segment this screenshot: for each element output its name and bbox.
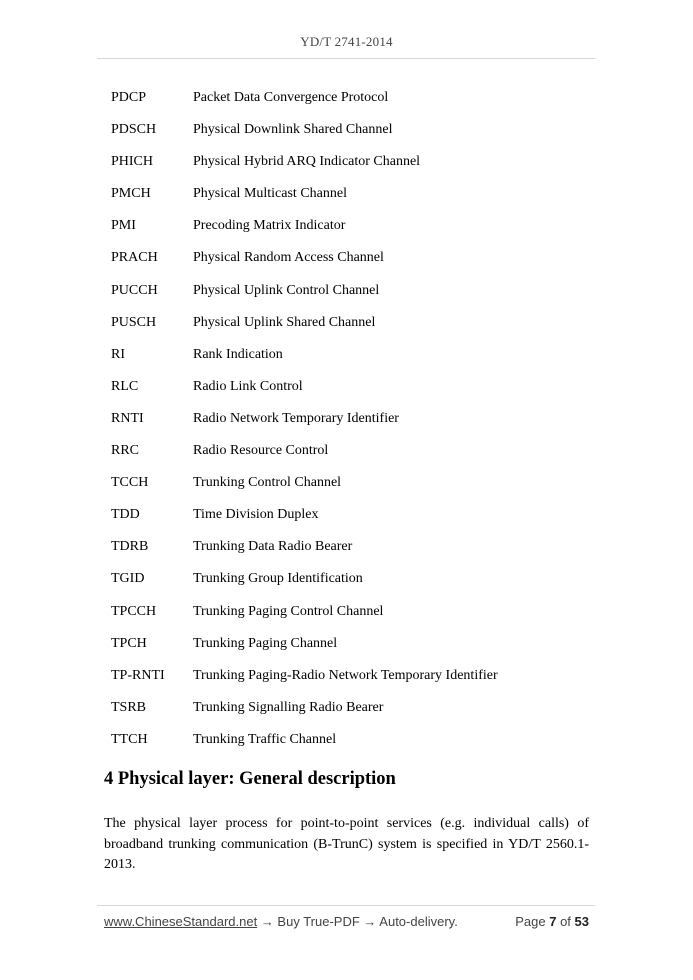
abbreviation-row — [111, 345, 591, 377]
abbreviation-term: TPCH — [111, 635, 147, 651]
abbreviation-definition: Trunking Paging Channel — [193, 635, 338, 651]
abbreviation-definition: Trunking Data Radio Bearer — [193, 539, 353, 555]
abbreviation-definition: Trunking Paging Control Channel — [193, 603, 384, 619]
abbreviation-row — [111, 537, 591, 569]
abbreviation-row — [111, 120, 591, 152]
section-heading: 4 Physical layer: General description — [104, 769, 396, 789]
abbreviation-list — [111, 88, 591, 762]
abbreviation-term: TGID — [111, 571, 145, 587]
site-link[interactable]: www.ChineseStandard.net — [104, 914, 258, 929]
abbreviation-definition: Physical Uplink Control Channel — [193, 282, 380, 298]
abbreviation-term: PRACH — [111, 250, 158, 266]
abbreviation-row — [111, 666, 591, 698]
abbreviation-row — [111, 602, 591, 634]
abbreviation-definition: Trunking Control Channel — [193, 475, 342, 491]
abbreviation-definition: Physical Random Access Channel — [193, 250, 384, 266]
abbreviation-definition: Radio Link Control — [193, 378, 303, 394]
abbreviation-term: PUCCH — [111, 282, 158, 298]
page-of: of — [560, 914, 571, 929]
abbreviation-term: PDCP — [111, 90, 147, 105]
abbreviation-definition: Trunking Traffic Channel — [193, 731, 337, 747]
abbreviation-row — [111, 216, 591, 248]
abbreviation-term: PMI — [111, 218, 136, 234]
abbreviation-term: PDSCH — [111, 122, 157, 138]
abbreviation-term: RLC — [111, 378, 139, 394]
abbreviation-row — [111, 248, 591, 280]
abbreviation-term: TCCH — [111, 475, 149, 491]
abbreviation-row — [111, 377, 591, 409]
abbreviation-term: PMCH — [111, 186, 151, 202]
abbreviation-term: TDRB — [111, 539, 149, 555]
abbreviation-term: TDD — [111, 507, 140, 523]
abbreviation-definition: Physical Multicast Channel — [193, 186, 347, 202]
page-number — [515, 914, 589, 929]
abbreviation-row — [111, 634, 591, 666]
abbreviation-row — [111, 88, 591, 120]
abbreviation-definition: Time Division Duplex — [193, 507, 319, 523]
abbreviation-row — [111, 569, 591, 601]
abbreviation-definition: Physical Uplink Shared Channel — [193, 314, 376, 330]
abbreviation-definition: Trunking Signalling Radio Bearer — [193, 699, 384, 715]
abbreviation-definition: Physical Hybrid ARQ Indicator Channel — [193, 154, 421, 170]
abbreviation-term: TP-RNTI — [111, 667, 165, 683]
abbreviation-definition: Physical Downlink Shared Channel — [193, 122, 393, 138]
abbreviation-definition: Trunking Paging-Radio Network Temporary Identifier — [193, 667, 498, 683]
abbreviation-row — [111, 730, 591, 762]
abbreviation-row — [111, 184, 591, 216]
abbreviation-row — [111, 505, 591, 537]
abbreviation-row — [111, 473, 591, 505]
abbreviation-definition: Trunking Group Identification — [193, 571, 363, 587]
abbreviation-term: TTCH — [111, 731, 148, 747]
footer-divider — [97, 905, 595, 906]
abbreviation-definition: Rank Indication — [193, 346, 283, 362]
abbreviation-row — [111, 441, 591, 473]
abbreviation-row — [111, 281, 591, 313]
abbreviation-term: PUSCH — [111, 314, 157, 330]
abbreviation-row — [111, 313, 591, 345]
footer-promo-text: → Buy True-PDF → Auto-delivery. — [257, 914, 458, 929]
abbreviation-term: RNTI — [111, 410, 144, 426]
abbreviation-definition: Radio Network Temporary Identifier — [193, 410, 399, 426]
abbreviation-definition: Packet Data Convergence Protocol — [193, 90, 389, 105]
abbreviation-row — [111, 152, 591, 184]
abbreviation-term: TSRB — [111, 699, 147, 715]
page-current: 7 — [549, 914, 557, 929]
abbreviation-term: RRC — [111, 443, 140, 459]
abbreviation-definition: Precoding Matrix Indicator — [193, 218, 346, 234]
abbreviation-definition: Radio Resource Control — [193, 443, 329, 459]
abbreviation-row — [111, 698, 591, 730]
body-paragraph: The physical layer process for point-to-point services (e.g. individual calls) of broadband trunking communication (B-TrunC) system is specified in YD/T 2560.1-2013. — [104, 816, 589, 872]
abbreviation-term: RI — [111, 346, 125, 362]
page-total: 53 — [574, 914, 589, 929]
page-word: Page — [515, 914, 546, 929]
abbreviation-term: PHICH — [111, 154, 154, 170]
abbreviation-term: TPCCH — [111, 603, 157, 619]
header-divider — [97, 58, 595, 59]
page-header-doc-id: YD/T 2741-2014 — [300, 34, 393, 49]
abbreviation-row — [111, 409, 591, 441]
footer-promo — [104, 914, 458, 929]
